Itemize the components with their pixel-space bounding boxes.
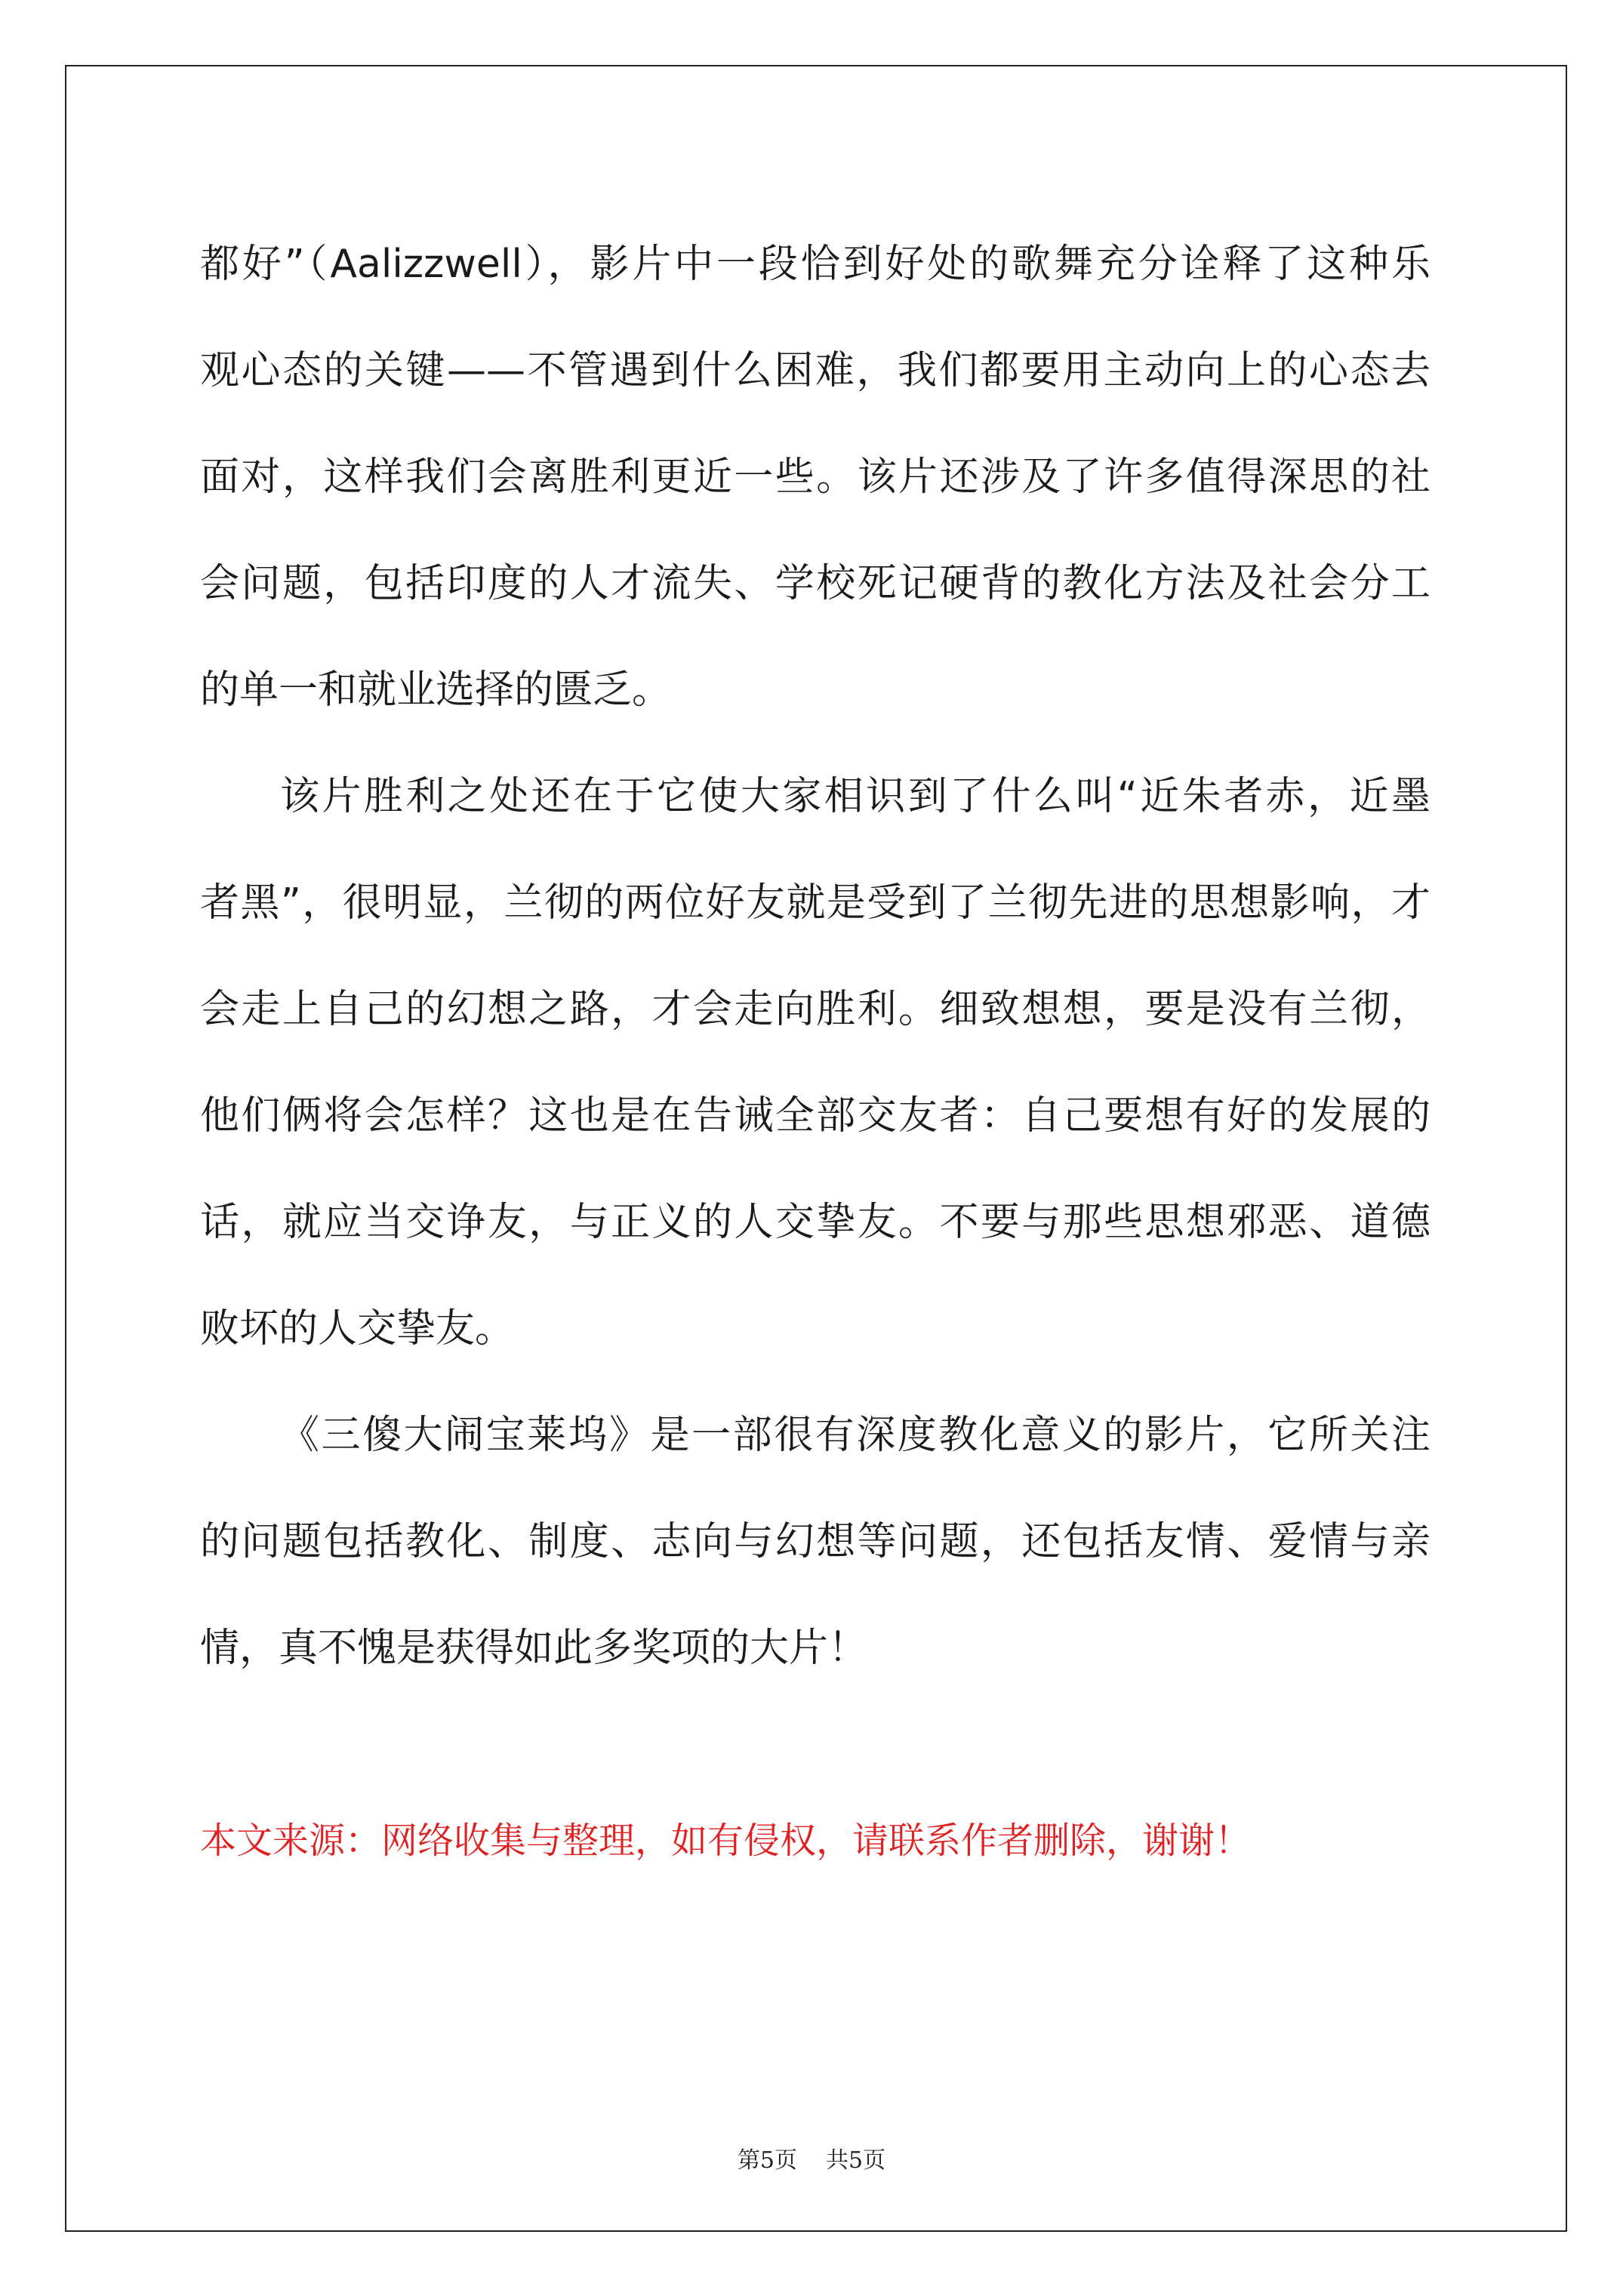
paragraph-1-line-4: 会问题，包括印度的人才流失、学校死记硬背的教化方法及社会分工 xyxy=(200,561,1431,606)
paragraph-3-line-2: 的问题包括教化、制度、志向与幻想等问题，还包括友情、爱情与亲 xyxy=(200,1519,1431,1564)
paragraph-2-line-1: 该片胜利之处还在于它使大家相识到了什么叫“近朱者赤，近墨 xyxy=(280,774,1431,819)
paragraph-3-line-1: 《三傻大闹宝莱坞》是一部很有深度教化意义的影片，它所关注 xyxy=(280,1413,1431,1458)
paragraph-1-line-3: 面对，这样我们会离胜利更近一些。该片还涉及了许多值得深思的社 xyxy=(200,455,1431,500)
page-number-current: 第5页 xyxy=(737,2147,797,2174)
paragraph-2-line-4: 他们俩将会怎样？这也是在告诫全部交友者：自己要想有好的发展的 xyxy=(200,1093,1431,1139)
page-footer xyxy=(0,2141,1623,2174)
paragraph-3-line-3: 情，真不愧是获得如此多奖项的大片！ xyxy=(200,1626,868,1671)
source-note: 本文来源：网络收集与整理，如有侵权，请联系作者删除，谢谢！ xyxy=(200,1820,1252,1862)
paragraph-2-line-3: 会走上自己的幻想之路，才会走向胜利。细致想想，要是没有兰彻， xyxy=(200,987,1431,1032)
paragraph-1-line-5: 的单一和就业选择的匮乏。 xyxy=(200,667,672,713)
document-body xyxy=(200,211,1431,1702)
paragraph-1-line-2: 观心态的关键——不管遇到什么困难，我们都要用主动向上的心态去 xyxy=(200,348,1431,393)
paragraph-2-line-5: 话，就应当交诤友，与正义的人交挚友。不要与那些思想邪恶、道德 xyxy=(200,1200,1431,1245)
paragraph-2-line-6: 败坏的人交挚友。 xyxy=(200,1306,515,1351)
paragraph-2-line-2: 者黑”，很明显，兰彻的两位好友就是受到了兰彻先进的思想影响，才 xyxy=(200,880,1431,926)
page-number-total: 共5页 xyxy=(826,2147,886,2174)
paragraph-1-line-1: 都好”（Aalizzwell），影片中一段恰到好处的歌舞充分诠释了这种乐 xyxy=(200,242,1431,287)
